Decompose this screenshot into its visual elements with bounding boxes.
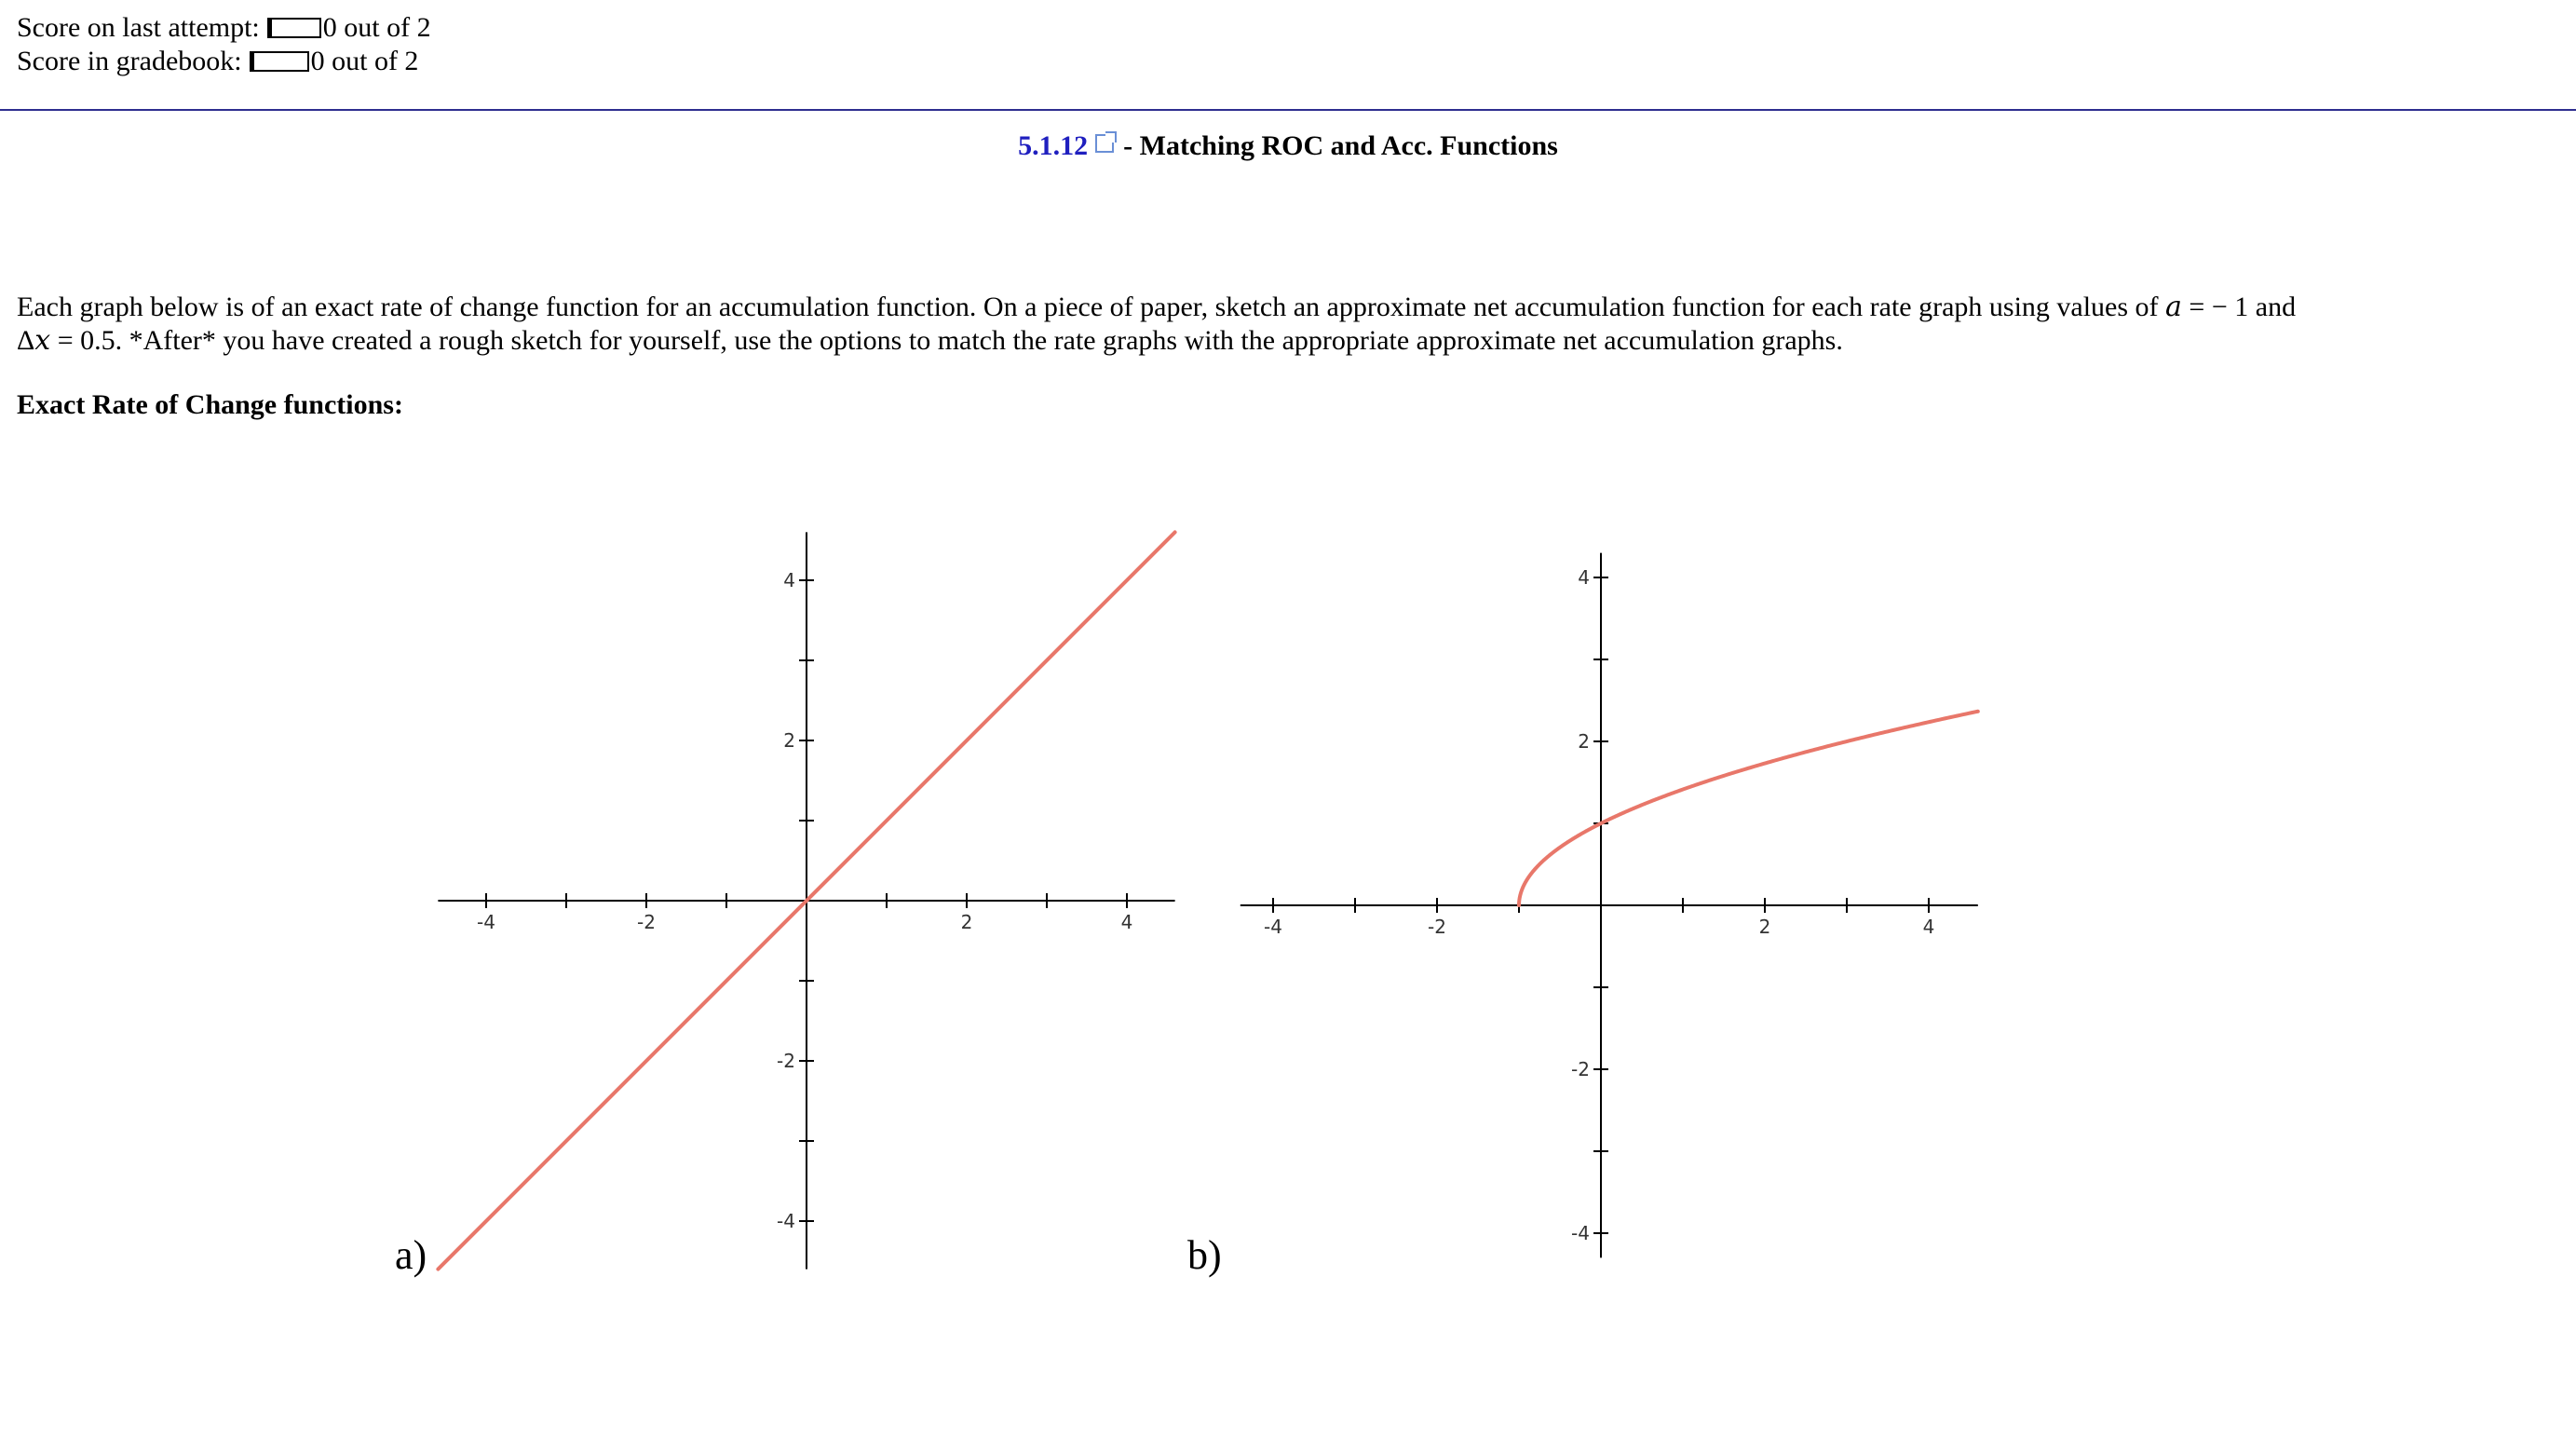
- graph-a-y-tick-label: 4: [783, 569, 795, 591]
- graph-b-x-tick-label: -2: [1428, 916, 1446, 938]
- graph-a-y-tick-label: 2: [783, 729, 795, 752]
- score-last-attempt-progress-bar: [267, 18, 321, 38]
- graph-b-y-tick-label: 4: [1578, 566, 1590, 589]
- question-title: [0, 130, 2576, 162]
- score-gradebook: [17, 45, 418, 78]
- graph-b-y-tick-label: -4: [1571, 1222, 1590, 1244]
- graph-a-y-tick-label: -2: [777, 1050, 795, 1072]
- graph-a-y-tick-label: -4: [777, 1210, 795, 1232]
- instructions-line-1: Each graph below is of an exact rate of change function for an accumulation function. On a piece of paper, sketch an approximate net accumulation function for each rate graph using values of 𝑎 = − 1 and: [17, 292, 2297, 322]
- graph-b-x-tick-label: 2: [1758, 916, 1771, 938]
- score-last-attempt-label: Score on last attempt:: [17, 12, 260, 43]
- graph-b-label: b): [1187, 1232, 1222, 1278]
- question-title-text: Matching ROC and Acc. Functions: [1139, 130, 1558, 161]
- graph-a-x-tick-label: 4: [1120, 911, 1133, 933]
- header-divider: [0, 109, 2576, 111]
- graph-b-x-tick-label: 4: [1922, 916, 1935, 938]
- graph-a-x-tick-label: 2: [960, 911, 973, 933]
- score-gradebook-value: 0 out of 2: [310, 46, 419, 76]
- graph-a-label: a): [395, 1232, 427, 1278]
- score-last-attempt-value: 0 out of 2: [322, 12, 431, 43]
- score-gradebook-progress-bar: [250, 51, 309, 72]
- title-separator: -: [1123, 130, 1133, 161]
- graph-a-x-tick-label: -2: [637, 911, 656, 933]
- score-last-attempt: [17, 11, 431, 45]
- instructions: [17, 291, 2550, 358]
- graph-b: [1235, 531, 1980, 1276]
- progress-fill: [269, 20, 272, 36]
- graph-b-x-tick-label: -4: [1264, 916, 1282, 938]
- question-number-link[interactable]: 5.1.12: [1018, 130, 1089, 161]
- external-link-icon[interactable]: [1095, 134, 1114, 153]
- progress-fill: [251, 53, 254, 70]
- graph-b-y-tick-label: 2: [1578, 730, 1590, 753]
- subheading: Exact Rate of Change functions:: [17, 389, 403, 420]
- graph-a-x-tick-label: -4: [477, 911, 495, 933]
- graph-a: [438, 531, 1183, 1276]
- graph-b-y-tick-label: -2: [1571, 1058, 1590, 1080]
- score-gradebook-label: Score in gradebook:: [17, 46, 242, 76]
- instructions-line-2: Δ𝑥 = 0.5. *After* you have created a rough sketch for yourself, use the options to match the rate graphs with the appropriate approximate net accumulation graphs.: [17, 325, 1843, 356]
